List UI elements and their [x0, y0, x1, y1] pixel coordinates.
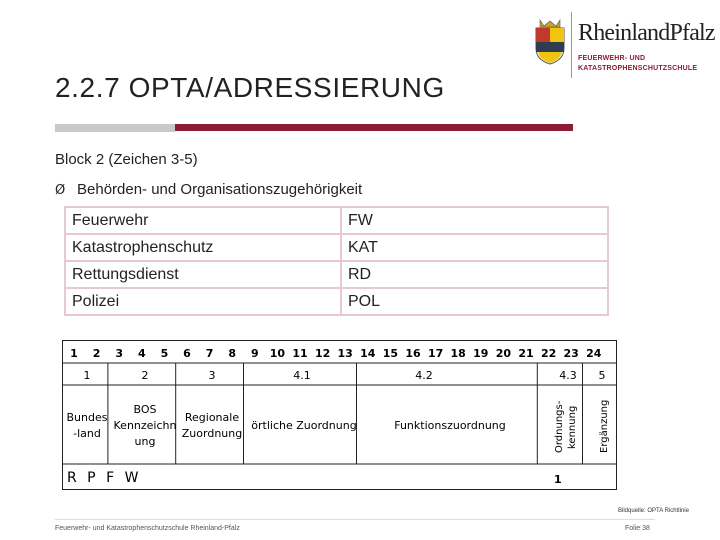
block-dividers	[108, 363, 583, 464]
logo	[530, 8, 715, 80]
block-label-4-3: 4.3	[559, 369, 577, 382]
position-number: 11	[292, 347, 308, 360]
table-row	[65, 234, 608, 261]
position-number: 20	[495, 347, 512, 360]
footer-divider	[55, 519, 655, 520]
table-cell-code: POL	[341, 288, 608, 315]
logo-divider	[571, 12, 572, 78]
position-number: 17	[427, 347, 444, 360]
footer-page: Folie 38	[625, 525, 650, 532]
block-label-5: 5	[598, 369, 606, 382]
table-cell-code: FW	[341, 207, 608, 234]
position-number: 14	[360, 347, 376, 360]
codes-table	[64, 206, 609, 316]
position-number: 1	[70, 347, 78, 360]
bullet-arrow-icon: Ø	[55, 183, 66, 198]
image-credit: Bildquelle: OPTA Richtlinie	[618, 508, 689, 514]
position-number: 2	[92, 347, 101, 360]
block-label-2: 2	[141, 369, 149, 382]
coat-of-arms-icon	[532, 18, 568, 66]
position-number: 16	[405, 347, 421, 360]
desc-bundesland-1: Bundes	[66, 411, 108, 424]
position-number: 18	[450, 347, 466, 360]
bullet-item	[55, 181, 362, 198]
title-rule-grey	[55, 124, 175, 132]
example-chars: R P F W	[67, 470, 142, 486]
table-row	[65, 261, 608, 288]
position-number: 3	[115, 347, 124, 360]
desc-bos-2: Kennzeichn	[113, 419, 177, 432]
position-number: 15	[382, 347, 399, 360]
position-number: 21	[518, 347, 534, 360]
position-number: 24	[586, 347, 602, 360]
position-number: 10	[269, 347, 286, 360]
logo-title: RheinlandPfalz	[578, 20, 715, 46]
opta-scheme-figure	[62, 340, 617, 490]
block-label-3: 3	[208, 369, 216, 382]
table-cell-name: Feuerwehr	[65, 207, 341, 234]
position-number: 6	[183, 347, 191, 360]
bullet-text: Behörden- und Organisationszugehörigkeit	[77, 181, 363, 198]
position-number: 12	[314, 347, 331, 360]
desc-bos-1: BOS	[133, 403, 157, 416]
position-row	[70, 347, 602, 360]
desc-ordnung-1: Ordnungs-	[554, 400, 565, 453]
table-cell-code: RD	[341, 261, 608, 288]
footer-left: Feuerwehr- und Katastrophenschutzschule Rheinland-Pfalz	[55, 525, 240, 532]
block-label-4-1: 4.1	[293, 369, 311, 382]
slide-title: 2.2.7 OPTA/ADRESSIERUNG	[55, 72, 445, 103]
logo-subtitle-line-2: KATASTROPHENSCHUTZSCHULE	[578, 65, 698, 72]
desc-oertliche: örtliche Zuordnung	[251, 419, 357, 432]
table-cell-code: KAT	[341, 234, 608, 261]
position-number: 9	[250, 347, 259, 360]
position-number: 7	[205, 347, 214, 360]
position-number: 13	[337, 347, 353, 360]
block-label-4-2: 4.2	[415, 369, 433, 382]
position-number: 23	[563, 347, 579, 360]
table-row	[65, 288, 608, 315]
table-cell-name: Katastrophenschutz	[65, 234, 341, 261]
logo-subtitle	[578, 54, 697, 74]
position-number: 8	[228, 347, 237, 360]
table-row	[65, 207, 608, 234]
position-number: 5	[160, 347, 169, 360]
block-label-1: 1	[83, 369, 91, 382]
position-number: 4	[137, 347, 146, 360]
logo-subtitle-line-1: FEUERWEHR- UND	[578, 55, 646, 62]
desc-regionale-1: Regionale	[184, 411, 240, 424]
table-cell-name: Rettungsdienst	[65, 261, 341, 288]
example-value: 1	[554, 473, 562, 486]
desc-bos-3: ung	[134, 435, 156, 448]
position-number: 22	[540, 347, 557, 360]
desc-ergaenzung: Ergänzung	[599, 399, 610, 453]
desc-bundesland-2: -land	[73, 427, 101, 440]
desc-funktion: Funktionszuordnung	[394, 419, 506, 432]
desc-regionale-2: Zuordnung	[181, 427, 243, 440]
table-cell-name: Polizei	[65, 288, 341, 315]
desc-ordnung-2: kennung	[567, 405, 578, 449]
position-number: 19	[473, 347, 489, 360]
block-label: Block 2 (Zeichen 3-5)	[55, 151, 198, 168]
